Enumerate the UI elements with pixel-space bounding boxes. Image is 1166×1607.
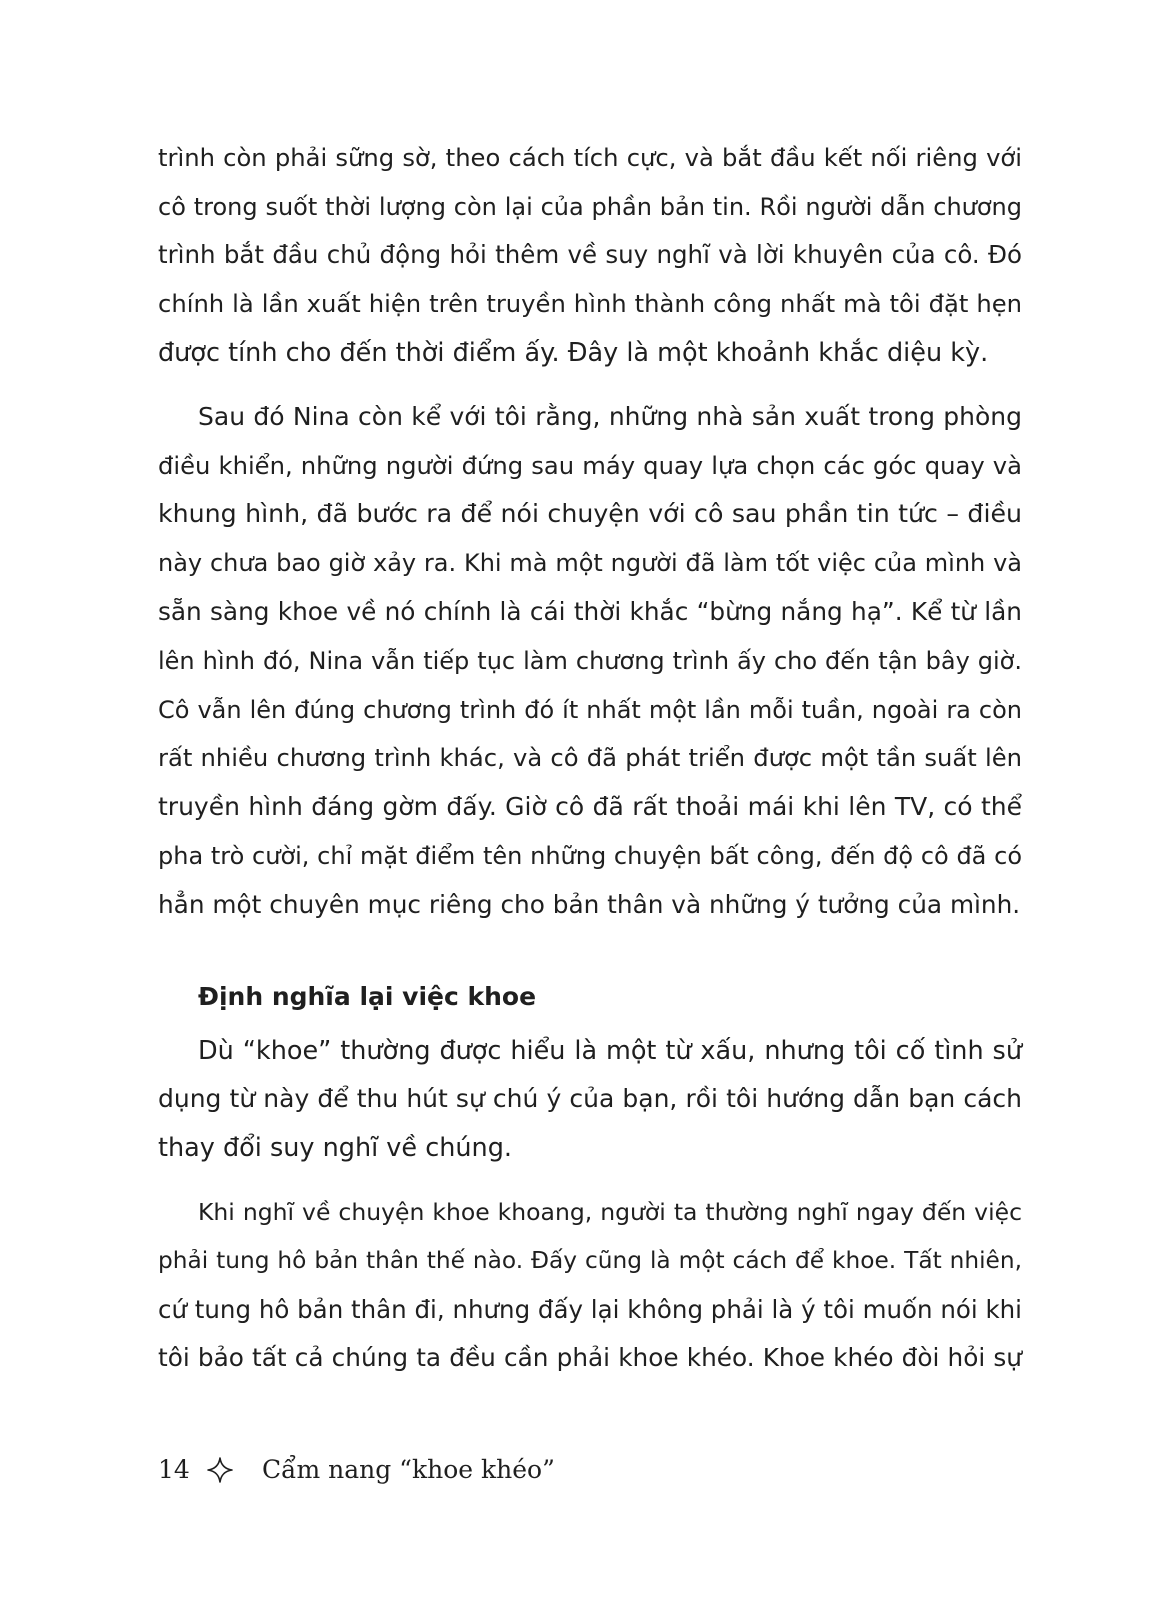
body-line: thay đổi suy nghĩ về chúng. [158,1133,512,1163]
body-line: hẳn một chuyên mục riêng cho bản thân và những ý tưởng của mình. [158,890,1021,919]
star-ornament-icon [206,1456,246,1484]
body-line: chính là lần xuất hiện trên truyền hình thành công nhất mà tôi đặt hẹn [158,289,1022,318]
body-line: dụng từ này để thu hút sự chú ý của bạn, rồi tôi hướng dẫn bạn cách [158,1084,1022,1113]
page-footer [158,1453,555,1487]
body-line: sẵn sàng khoe về nó chính là cái thời khắc “bừng nắng hạ”. Kể từ lần [158,597,1022,626]
body-line: này chưa bao giờ xảy ra. Khi mà một người đã làm tốt việc của mình và [158,549,1022,577]
section-heading: Định nghĩa lại việc khoe [198,982,537,1011]
body-line: Cô vẫn lên đúng chương trình đó ít nhất một lần mỗi tuần, ngoài ra còn [158,696,1022,724]
body-line: rất nhiều chương trình khác, và cô đã phát triển được một tần suất lên [158,743,1022,772]
body-line: lên hình đó, Nina vẫn tiếp tục làm chương trình ấy cho đến tận bây giờ. [158,647,1022,675]
body-line: cô trong suốt thời lượng còn lại của phần bản tin. Rồi người dẫn chương [158,193,1022,221]
book-title: Cẩm nang “khoe khéo” [262,1455,555,1484]
body-line: cứ tung hô bản thân đi, nhưng đấy lại không phải là ý tôi muốn nói khi [158,1295,1022,1324]
body-line: tôi bảo tất cả chúng ta đều cần phải khoe khéo. Khoe khéo đòi hỏi sự [158,1343,1022,1372]
body-line: điều khiển, những người đứng sau máy quay lựa chọn các góc quay và [158,451,1022,480]
body-line: được tính cho đến thời điểm ấy. Đây là một khoảnh khắc diệu kỳ. [158,338,989,368]
body-line: trình bắt đầu chủ động hỏi thêm về suy nghĩ và lời khuyên của cô. Đó [158,240,1022,269]
body-line: trình còn phải sững sờ, theo cách tích cực, và bắt đầu kết nối riêng với [158,143,1022,172]
body-line: truyền hình đáng gờm đấy. Giờ cô đã rất thoải mái khi lên TV, có thể [158,792,1022,821]
body-line: khung hình, đã bước ra để nói chuyện với cô sau phần tin tức – điều [158,499,1022,528]
page-number: 14 [158,1455,190,1484]
body-line: Khi nghĩ về chuyện khoe khoang, người ta thường nghĩ ngay đến việc [198,1198,1022,1226]
body-line: Dù “khoe” thường được hiểu là một từ xấu, nhưng tôi cố tình sử [198,1036,1022,1066]
body-line: pha trò cười, chỉ mặt điểm tên những chuyện bất công, đến độ cô đã có [158,842,1022,870]
body-line: phải tung hô bản thân thế nào. Đấy cũng là một cách để khoe. Tất nhiên, [158,1247,1022,1274]
body-line: Sau đó Nina còn kể với tôi rằng, những nhà sản xuất trong phòng [198,402,1022,431]
